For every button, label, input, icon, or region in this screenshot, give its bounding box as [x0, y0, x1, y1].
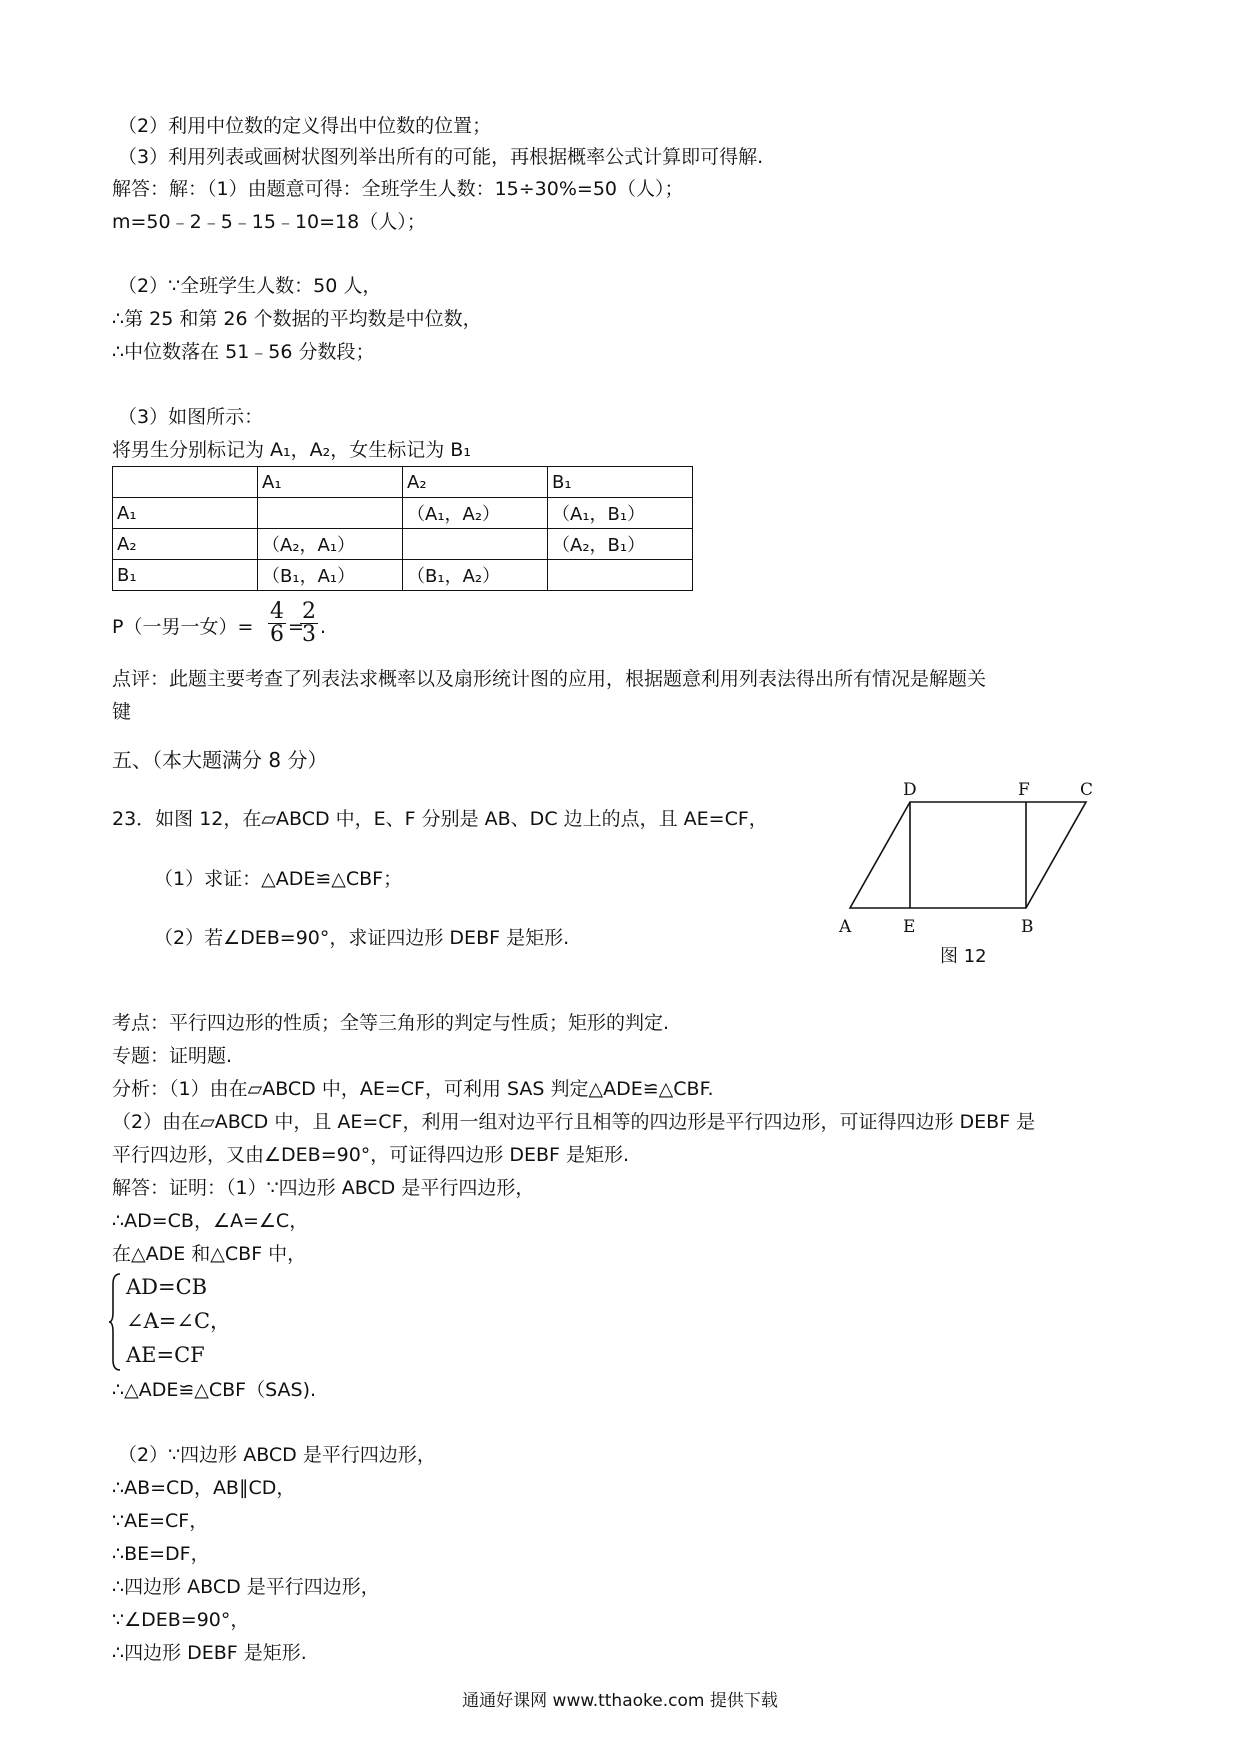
- table-cell: [113, 467, 258, 498]
- text-line: （2）由在▱ABCD 中，且 AE=CF，利用一组对边平行且相等的四边形是平行四边形，可证得四边形 DEBF 是: [112, 1111, 1036, 1133]
- section-title: 五、（本大题满分 8 分）: [112, 748, 328, 772]
- fraction-numerator: 2: [302, 599, 316, 624]
- text-line: ∴BE=DF，: [112, 1543, 210, 1565]
- text-line: m=50﹣2﹣5﹣15﹣10=18（人）；: [112, 211, 426, 233]
- question-stem: 23．如图 12，在▱ABCD 中，E、F 分别是 AB、DC 边上的点，且 AE=CF，: [112, 808, 768, 830]
- table-row: [113, 529, 693, 560]
- text-line: 在△ADE 和△CBF 中，: [112, 1243, 307, 1265]
- period: .: [320, 616, 327, 638]
- equation-line: AE=CF: [126, 1343, 205, 1367]
- probability-prefix: P（一男一女）=: [112, 616, 254, 638]
- text-line: （3）如图所示：: [118, 406, 264, 428]
- label-f: F: [1018, 780, 1030, 800]
- table-cell: （A₂，A₁）: [258, 529, 403, 560]
- question-sub1: （1）求证：△ADE≌△CBF；: [154, 868, 403, 890]
- equation-line: AD=CB: [126, 1275, 208, 1299]
- text-line: ∴AB=CD，AB∥CD，: [112, 1477, 296, 1499]
- text-line: ∴中位数落在 51﹣56 分数段；: [112, 341, 375, 363]
- text-line: 平行四边形，又由∠DEB=90°，可证得四边形 DEBF 是矩形.: [112, 1144, 630, 1166]
- table-cell: A₂: [403, 467, 548, 498]
- text-line: 将男生分别标记为 A₁，A₂，女生标记为 B₁: [112, 439, 471, 461]
- text-line: ∴第 25 和第 26 个数据的平均数是中位数，: [112, 308, 482, 330]
- label-e: E: [903, 917, 916, 937]
- table-row: [113, 560, 693, 591]
- table-cell: [258, 498, 403, 529]
- table-cell: B₁: [113, 560, 258, 591]
- table-cell: [403, 529, 548, 560]
- table-cell: （A₂，B₁）: [548, 529, 693, 560]
- text-line: （2）∵四边形 ABCD 是平行四边形，: [118, 1444, 436, 1466]
- parallelogram-abcd: [850, 802, 1086, 908]
- table-cell: A₁: [258, 467, 403, 498]
- text-line: ∵∠DEB=90°，: [112, 1609, 250, 1631]
- table-row: [113, 467, 693, 498]
- text-line: （2）利用中位数的定义得出中位数的位置；: [118, 115, 492, 137]
- table-cell: （A₁，B₁）: [548, 498, 693, 529]
- text-line: 专题：证明题.: [112, 1045, 233, 1067]
- equation-line: ∠A=∠C，: [126, 1309, 232, 1333]
- text-line: 考点：平行四边形的性质；全等三角形的判定与性质；矩形的判定.: [112, 1012, 670, 1034]
- text-line: 分析：（1）由在▱ABCD 中，AE=CF，可利用 SAS 判定△ADE≌△CBF.: [112, 1078, 714, 1100]
- text-line: ∴AD=CB，∠A=∠C，: [112, 1210, 309, 1232]
- label-a: A: [839, 917, 852, 937]
- fraction: [268, 601, 286, 646]
- table-cell: A₂: [113, 529, 258, 560]
- table-row: [113, 498, 693, 529]
- fraction-denominator: 6: [270, 622, 284, 647]
- table-cell: [548, 560, 693, 591]
- text-line: ∴四边形 ABCD 是平行四边形，: [112, 1576, 380, 1598]
- parallelogram-figure: [830, 772, 1130, 972]
- text-line: 点评：此题主要考查了列表法求概率以及扇形统计图的应用，根据题意利用列表法得出所有情况是解题关: [112, 668, 987, 690]
- fraction: [300, 601, 318, 646]
- label-c: C: [1080, 780, 1094, 800]
- text-line: 解答：证明：（1）∵四边形 ABCD 是平行四边形，: [112, 1177, 535, 1199]
- table-cell: A₁: [113, 498, 258, 529]
- text-line: ∵AE=CF，: [112, 1510, 209, 1532]
- probability-table: [112, 466, 693, 591]
- table-cell: （B₁，A₁）: [258, 560, 403, 591]
- text-line: （2）∵全班学生人数：50 人，: [118, 275, 382, 297]
- fraction-numerator: 4: [270, 599, 284, 624]
- text-line: 解答：解：（1）由题意可得：全班学生人数：15÷30%=50（人）；: [112, 178, 684, 200]
- left-brace: [108, 1272, 122, 1372]
- text-line: （3）利用列表或画树状图列举出所有的可能，再根据概率公式计算即可得解.: [118, 146, 764, 168]
- fraction-denominator: 3: [302, 622, 316, 647]
- text-line: ∴△ADE≌△CBF（SAS).: [112, 1379, 317, 1401]
- text-line: ∴四边形 DEBF 是矩形.: [112, 1642, 307, 1664]
- table-cell: （B₁，A₂）: [403, 560, 548, 591]
- page-footer: 通通好课网 www.tthaoke.com 提供下载: [462, 1691, 778, 1711]
- label-b: B: [1021, 917, 1034, 937]
- table-cell: （A₁，A₂）: [403, 498, 548, 529]
- equals-sign: =: [288, 616, 304, 638]
- table-cell: B₁: [548, 467, 693, 498]
- figure-caption: 图 12: [940, 946, 987, 967]
- label-d: D: [903, 780, 917, 800]
- text-line: 键: [112, 701, 132, 723]
- question-sub2: （2）若∠DEB=90°，求证四边形 DEBF 是矩形.: [154, 927, 570, 949]
